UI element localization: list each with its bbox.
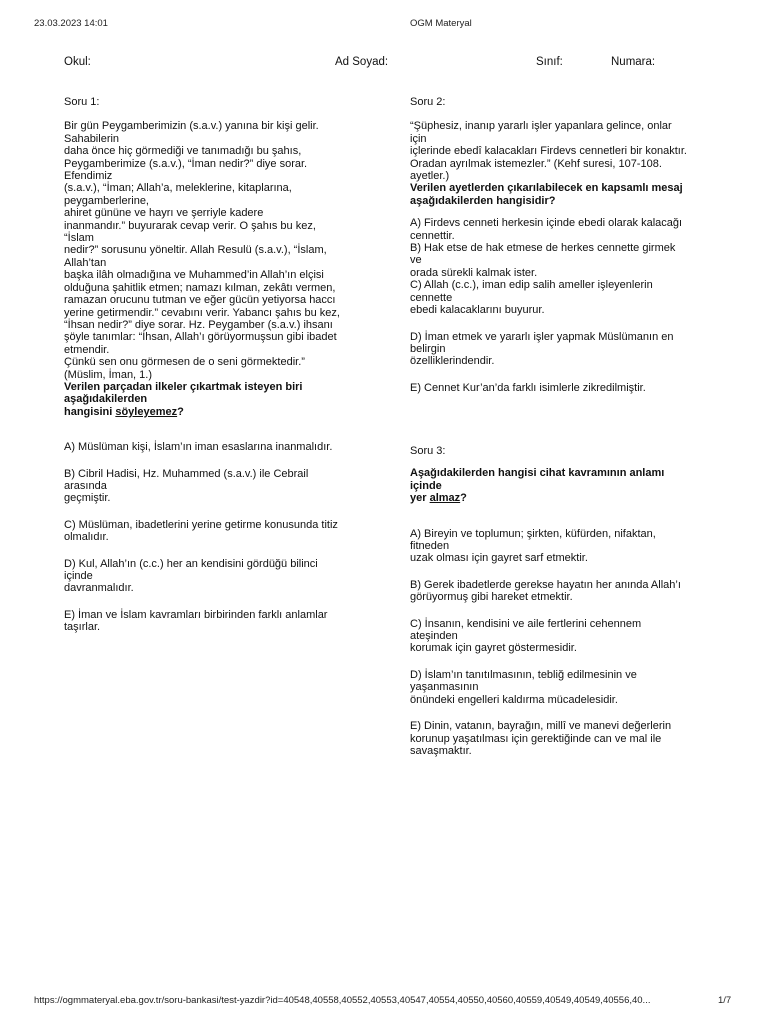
school-field-label: Okul: [64,56,91,68]
question-2-passage: “Şüphesiz, inanıp yararlı işler yapanlara gelince, onlar için içlerinde ebedî kalacakları Firdevs cennetleri bir konaktır. Oradan ayrılmak istemezler.” (Kehf suresi, 107-108. ayetler.) [410,120,687,183]
question-3-option-d: D) İslam’ın tanıtılmasının, tebliğ edilmesinin ve yaşanmasının önündeki engelleri kaldırma mücadelesidir. [410,668,637,706]
question-3-stem-end: ? [460,492,467,505]
question-1-stem-underlined: söyleyemez [115,405,178,418]
question-1-stem [64,381,364,418]
question-2 [410,96,710,394]
question-2-title: Soru 2: [410,96,446,108]
question-3 [410,445,710,757]
print-page-number: 1/7 [718,995,732,1006]
question-3-option-c: C) İnsanın, kendisini ve aile fertlerini cehennem ateşinden korumak için gayret göstermesidir. [410,617,642,655]
class-field-label: Sınıf: [536,56,563,68]
question-1-option-a: A) Müslüman kişi, İslam’ın iman esaslarına inanmalıdır. [64,441,333,454]
question-1-passage: Bir gün Peygamberimizin (s.a.v.) yanına bir kişi gelir. Sahabilerin daha önce hiç görmediği ve tanımadığı bu şahıs, Peygamberimize (s.a.v.), “İman nedir?” diye sorar. Efendimiz (s.a.v.), “İman; Allah’a, meleklerine, kitaplarına, peygamberlerine, ahiret gününe ve hayrı ve şerriyle kadere inanmandır.” buyurarak cevap verir. O şahıs bu kez, “İslam nedir?” sorusunu yöneltir. Allah Resulü (s.a.v.), “İslam, Allah’tan başka ilâh olmadığına ve Muhammed’in Allah’ın elçisi olduğuna şahitlik etmen; namazı kılman, zekâtı vermen, ramazan orucunu tutman ve eğer gücün yetiyorsa haccı yerine getirmendir.” cevabını verir. Yabancı şahıs bu kez, “İhsan nedir?” diye sorar. Hz. Peygamber (s.a.v.) ihsanı şöyle tanımlar: “İhsan, Allah’ı görüyormuşsun gibi ibadet etmendir. Çünkü sen onu görmesen de o seni görmektedir.” (Müslim, İman, 1.) [64,120,340,381]
question-3-stem-underlined: almaz [429,492,461,505]
question-3-title: Soru 3: [410,445,446,457]
question-1-title: Soru 1: [64,96,100,108]
question-3-option-b: B) Gerek ibadetlerde gerekse hayatın her anında Allah’ı görüyormuş gibi hareket etmektir. [410,578,681,604]
question-2-stem: Verilen ayetlerden çıkarılabilecek en kapsamlı mesaj aşağıdakilerden hangisidir? [410,182,683,207]
question-3-stem [410,467,710,504]
question-1-option-e: E) İman ve İslam kavramları birbirinden farklı anlamlar taşırlar. [64,608,328,634]
question-1-option-d: D) Kul, Allah’ın (c.c.) her an kendisini gördüğü bilinci içinde davranmalıdır. [64,557,318,595]
question-1-stem-end: ? [177,405,184,418]
print-url: https://ogmmateryal.eba.gov.tr/soru-bankasi/test-yazdir?id=40548,40558,40552,40553,40547,40554,40550,40560,40559,40549,40549,40556,40... [34,995,651,1006]
print-datetime: 23.03.2023 14:01 [34,18,108,29]
question-3-stem-text: Aşağıdakilerden hangisi cihat kavramının anlamı içinde yer [410,467,665,505]
number-field-label: Numara: [611,56,656,68]
name-field-label: Ad Soyad: [335,56,389,68]
print-page-title: OGM Materyal [410,18,472,29]
question-1 [64,96,364,634]
question-3-option-e: E) Dinin, vatanın, bayrağın, millî ve manevi değerlerin korunup yaşatılması için gerektiğinde can ve mal ile savaşmaktır. [410,720,672,757]
question-1-stem-text: Verilen parçadan ilkeler çıkartmak isteyen biri aşağıdakilerden hangisini [64,380,303,418]
question-2-option-e: E) Cennet Kur’an’da farklı isimlerle zikredilmiştir. [410,381,646,394]
question-2-options-abc: A) Firdevs cenneti herkesin içinde ebedi olarak kalacağı cennettir. B) Hak etse de hak etmese de herkes cennette girmek ve orada sürekli kalmak ister. C) Allah (c.c.), iman edip salih ameller işleyenlerin cennette ebedi kalacaklarını buyurur. [410,217,683,317]
question-2-option-d: D) İman etmek ve yararlı işler yapmak Müslümanın en belirgin özelliklerindendir. [410,330,674,368]
question-1-option-c: C) Müslüman, ibadetlerini yerine getirme konusunda titiz olmalıdır. [64,518,338,544]
question-1-option-b: B) Cibril Hadisi, Hz. Muhammed (s.a.v.) ile Cebrail arasında geçmiştir. [64,467,309,505]
question-3-option-a: A) Bireyin ve toplumun; şirkten, küfürden, nifaktan, fitneden uzak olması için gayret sarf etmektir. [410,527,656,565]
